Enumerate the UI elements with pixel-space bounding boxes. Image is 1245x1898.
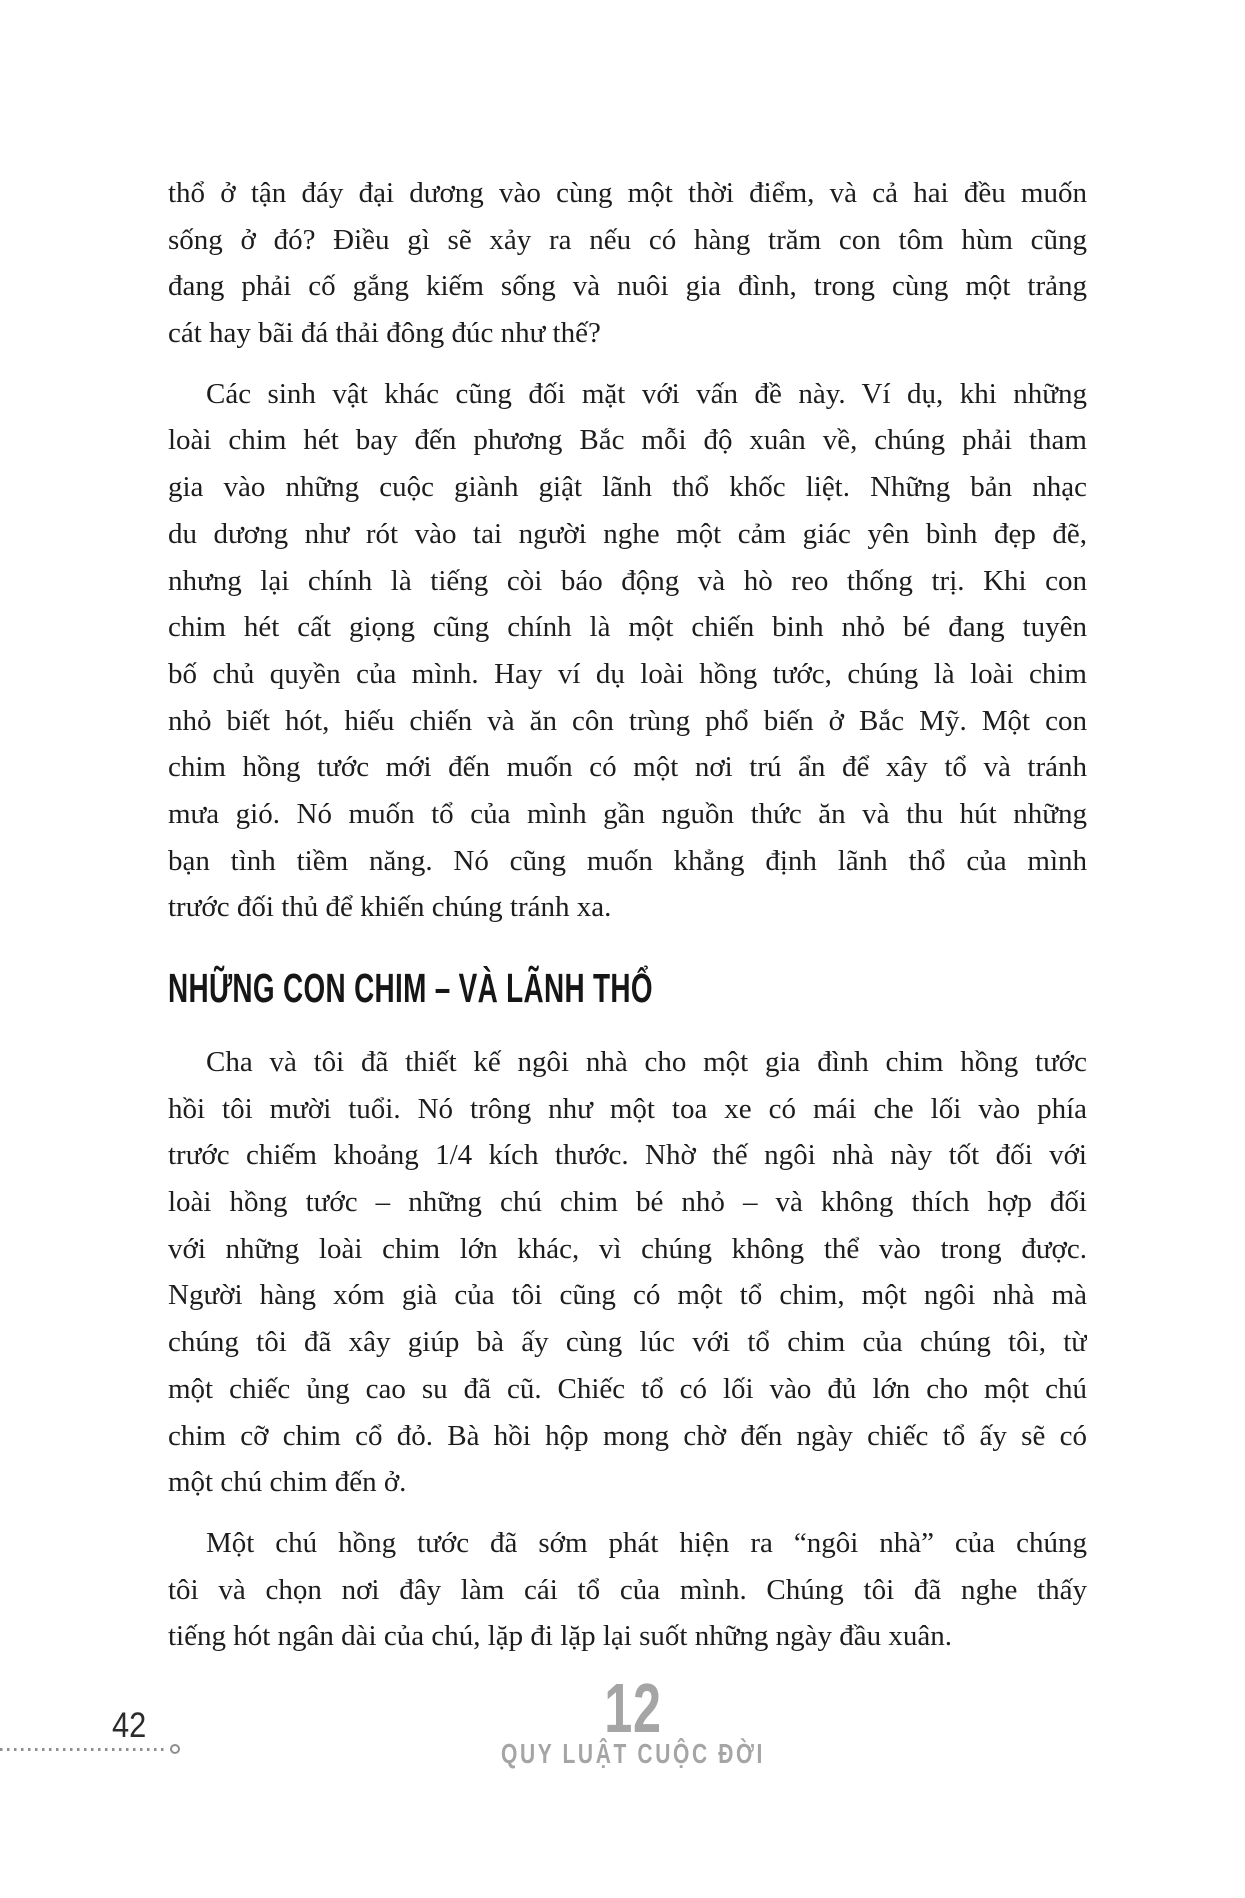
text-line: chim cỡ chim cổ đỏ. Bà hồi hộp mong chờ đến ngày chiếc tổ ấy sẽ có <box>168 1419 1087 1452</box>
text-line: cát hay bãi đá thải đông đúc như thế? <box>168 317 601 350</box>
text-line: Cha và tôi đã thiết kế ngôi nhà cho một gia đình chim hồng tước <box>206 1046 1087 1078</box>
page-number: 42 <box>112 1706 147 1745</box>
text-line: nhưng lại chính là tiếng còi báo động và hò reo thống trị. Khi con <box>168 564 1087 597</box>
dotted-rule-end-circle <box>170 1744 180 1754</box>
text-line: Một chú hồng tước đã sớm phát hiện ra “ngôi nhà” của chúng <box>206 1526 1087 1559</box>
text-line: gia vào những cuộc giành giật lãnh thổ khốc liệt. Những bản nhạc <box>168 471 1087 504</box>
paragraph <box>168 1039 1087 1506</box>
text-line: đang phải cố gắng kiếm sống và nuôi gia đình, trong cùng một trảng <box>168 270 1087 303</box>
text-line: bố chủ quyền của mình. Hay ví dụ loài hồng tước, chúng là loài chim <box>168 657 1087 690</box>
text-line: bạn tình tiềm năng. Nó cũng muốn khẳng định lãnh thổ của mình <box>168 844 1087 877</box>
text-line: một chiếc ủng cao su đã cũ. Chiếc tổ có lối vào đủ lớn cho một chú <box>168 1372 1087 1405</box>
chapter-number-wrap <box>457 1669 809 1747</box>
text-line: mưa gió. Nó muốn tổ của mình gần nguồn thức ăn và thu hút những <box>168 797 1087 830</box>
text-line: loài hồng tước – những chú chim bé nhỏ – và không thích hợp đối <box>168 1186 1087 1219</box>
text-line: thổ ở tận đáy đại dương vào cùng một thời điểm, và cả hai đều muốn <box>168 177 1087 209</box>
text-line: trước đối thủ để khiến chúng tránh xa. <box>168 891 612 924</box>
dotted-rule <box>0 1748 167 1751</box>
text-line: chim hét cất giọng cũng chính là một chiến binh nhỏ bé đang tuyên <box>168 611 1087 644</box>
text-line: chúng tôi đã xây giúp bà ấy cùng lúc với tổ chim của chúng tôi, từ <box>168 1326 1087 1359</box>
paragraph <box>168 371 1087 931</box>
paragraph <box>168 170 1087 357</box>
footer-chapter-block <box>457 1669 809 1769</box>
text-line: tôi và chọn nơi đây làm cái tổ của mình. Chúng tôi đã nghe thấy <box>168 1573 1087 1606</box>
text-line: loài chim hét bay đến phương Bắc mỗi độ xuân về, chúng phải tham <box>168 424 1087 457</box>
text-line: Người hàng xóm già của tôi cũng có một tổ chim, một ngôi nhà mà <box>168 1279 1087 1312</box>
book-title-wrap <box>457 1740 809 1768</box>
book-title: QUY LUẬT CUỘC ĐỜI <box>501 1738 765 1769</box>
section-heading-text: NHỮNG CON CHIM – VÀ LÃNH THỔ <box>168 965 653 1011</box>
text-line: tiếng hót ngân dài của chú, lặp đi lặp lại suốt những ngày đầu xuân. <box>168 1620 953 1653</box>
text-line: nhỏ biết hót, hiếu chiến và ăn côn trùng phổ biến ở Bắc Mỹ. Một con <box>168 704 1087 737</box>
text-line: chim hồng tước mới đến muốn có một nơi trú ẩn để xây tổ và tránh <box>168 751 1087 784</box>
text-line: sống ở đó? Điều gì sẽ xảy ra nếu có hàng trăm con tôm hùm cũng <box>168 223 1087 256</box>
text-line: trước chiếm khoảng 1/4 kích thước. Nhờ thế ngôi nhà này tốt đối với <box>168 1139 1087 1172</box>
text-line: hồi tôi mười tuổi. Nó trông như một toa xe có mái che lối vào phía <box>168 1092 1087 1125</box>
chapter-number: 12 <box>604 1669 662 1747</box>
page-body-text <box>168 170 1087 1660</box>
text-line: Các sinh vật khác cũng đối mặt với vấn đề này. Ví dụ, khi những <box>206 377 1087 410</box>
section-heading <box>168 965 1087 1011</box>
text-line: du dương như rót vào tai người nghe một cảm giác yên bình đẹp đẽ, <box>168 517 1087 550</box>
text-line: với những loài chim lớn khác, vì chúng không thể vào trong được. <box>168 1232 1087 1265</box>
paragraph <box>168 1520 1087 1660</box>
text-line: một chú chim đến ở. <box>168 1466 407 1499</box>
